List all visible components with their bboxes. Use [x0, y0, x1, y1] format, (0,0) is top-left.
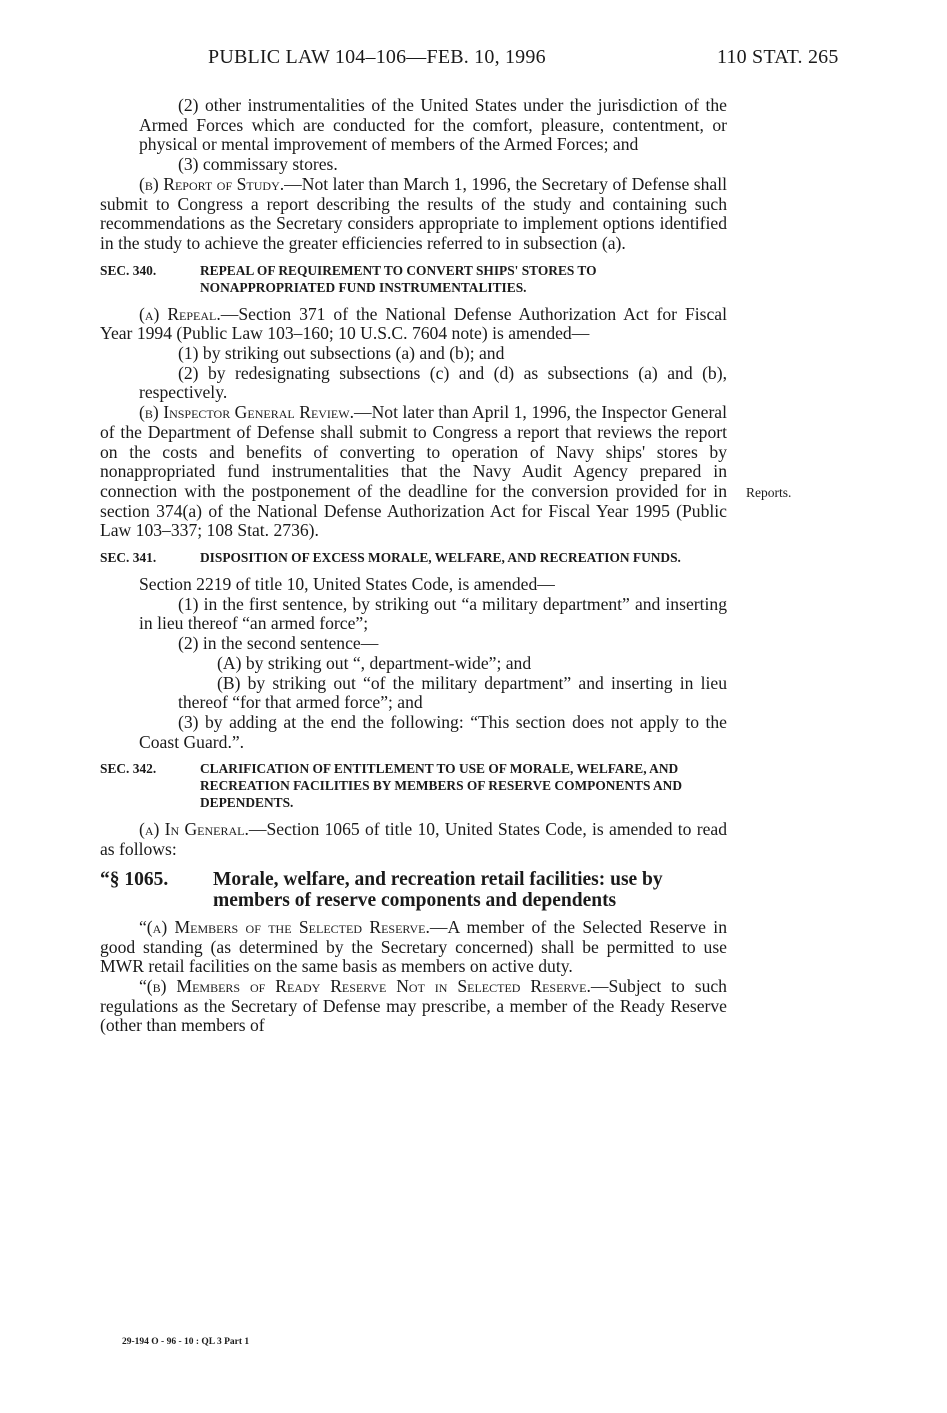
subsection-text: —Not later than March 1, 1996, the Secretary of Defense shall submit to Congress a report describing the results of the study and containing such recommendations as the Secretary considers appropriate to implement options identified in the study to achieve the greater efficiencies referred to in subsection (a). — [100, 173, 727, 253]
subsection-text: —Not later than April 1, 1996, the Inspector General of the Department of Defense shall submit to Congress a report that reviews the report on the costs and benefits of converting to operation of Navy ships' stores by nonappropriated fund instrumentalities that the Navy Audit Agency prepared in connection with the postponement of the deadline for the conversion provided for in section 374(a) of the National Defense Authorization Act for Fiscal Year 1995 (Public Law 103–337; 108 Stat. 2736). — [100, 402, 727, 541]
subsection-heading: (b) Report of Study. — [139, 173, 285, 194]
paragraph: (2) in the second sentence— — [178, 633, 379, 654]
section-number: SEC. 340. — [100, 262, 157, 278]
paragraph — [100, 305, 727, 344]
section-title: REPEAL OF REQUIREMENT TO CONVERT SHIPS' STORES TO NONAPPROPRIATED FUND INSTRUMENTALITIES. — [200, 262, 597, 295]
code-section-number: “§ 1065. — [100, 868, 169, 890]
paragraph — [100, 403, 727, 541]
margin-note: Reports. — [746, 485, 792, 500]
subsection-heading: (a) Repeal. — [139, 303, 221, 324]
paragraph: (2) by redesignating subsections (c) and (d) as subsections (a) and (b), respectively. — [139, 362, 727, 403]
subsection-heading: (b) Inspector General Review. — [139, 402, 354, 423]
subsection-text: —Section 371 of the National Defense Authorization Act for Fiscal Year 1994 (Public Law 103–160; 10 U.S.C. 7604 note) is amended— — [100, 303, 727, 344]
paragraph: (B) by striking out “of the military department” and inserting in lieu thereof “for that armed force”; and — [178, 672, 727, 713]
code-section-heading — [100, 869, 727, 911]
paragraph — [100, 175, 727, 254]
print-footer: 29-194 O - 96 - 10 : QL 3 Part 1 — [122, 1337, 250, 1347]
paragraph: (1) by striking out subsections (a) and (b); and — [178, 343, 505, 364]
page-number: 110 STAT. 265 — [717, 46, 839, 68]
code-section-title: Morale, welfare, and recreation retail facilities: use by members of reserve components and dependents — [213, 868, 663, 911]
paragraph: (3) by adding at the end the following: “This section does not apply to the Coast Guard.”. — [139, 711, 727, 752]
paragraph: (1) in the first sentence, by striking out “a military department” and inserting in lieu thereof “an armed force”; — [139, 593, 727, 634]
subsection-text: —Subject to such regulations as the Secretary of Defense may prescribe, a member of the Ready Reserve (other than members of — [100, 975, 727, 1036]
section-number: SEC. 342. — [100, 761, 157, 777]
subsection-heading: (a) In General. — [139, 819, 249, 840]
paragraph: Section 2219 of title 10, United States Code, is amended— — [139, 574, 555, 595]
running-header: PUBLIC LAW 104–106—FEB. 10, 1996 — [208, 46, 546, 68]
subsection-text: —Section 1065 of title 10, United States Code, is amended to read as follows: — [100, 819, 727, 860]
section-heading — [100, 262, 727, 296]
paragraph: (2) other instrumentalities of the United States under the jurisdiction of the Armed Forces which are conducted for the comfort, pleasure, contentment, or physical or mental improvement of members of the Armed Forces; and — [139, 95, 727, 155]
section-heading — [100, 760, 727, 811]
paragraph — [100, 977, 727, 1036]
paragraph — [100, 820, 727, 859]
document-body — [100, 96, 727, 1036]
section-title: CLARIFICATION OF ENTITLEMENT TO USE OF MORALE, WELFARE, AND RECREATION FACILITIES BY MEMBERS OF RESERVE COMPONENTS AND DEPENDENTS. — [200, 761, 683, 811]
section-title: DISPOSITION OF EXCESS MORALE, WELFARE, AND RECREATION FUNDS. — [200, 550, 681, 566]
subsection-text: —A member of the Selected Reserve in good standing (as determined by the Secretary concerned) shall be permitted to use MWR retail facilities on the same basis as members on active duty. — [100, 916, 727, 977]
paragraph: (3) commissary stores. — [178, 154, 338, 175]
paragraph: (A) by striking out “, department-wide”; and — [217, 652, 532, 673]
subsection-heading: “(a) Members of the Selected Reserve. — [139, 916, 430, 937]
section-number: SEC. 341. — [100, 550, 157, 566]
paragraph — [100, 918, 727, 977]
subsection-heading: “(b) Members of Ready Reserve Not in Selected Reserve. — [139, 975, 591, 996]
section-heading — [100, 549, 727, 566]
